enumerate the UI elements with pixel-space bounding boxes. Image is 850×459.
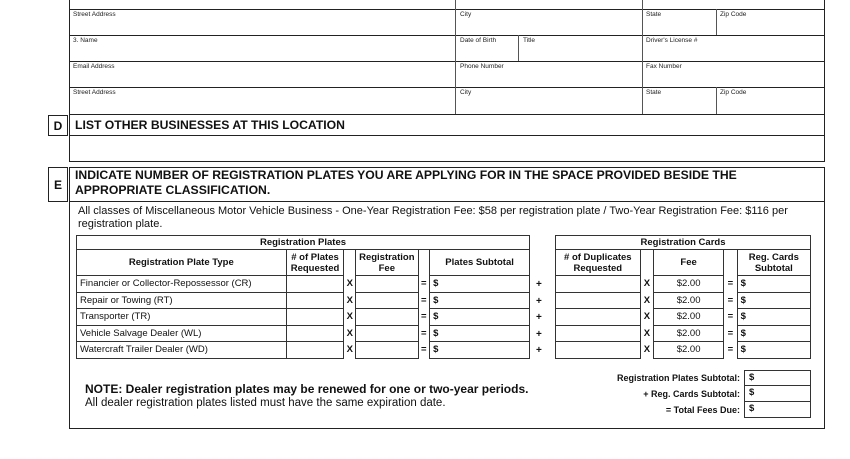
plate-type-cell: Transporter (TR): [77, 309, 287, 326]
col-duplicates-requested: # of Duplicates Requested: [556, 250, 641, 276]
registration-cards-table: [555, 235, 811, 359]
total-fees-due-input[interactable]: [744, 402, 811, 418]
table-row: [556, 309, 811, 326]
cards-subtotal-label: + Reg. Cards Subtotal:: [643, 389, 740, 399]
section-d-heading: LIST OTHER BUSINESSES AT THIS LOCATION: [75, 118, 345, 132]
registration-fee-input[interactable]: [356, 325, 418, 342]
city-2-field[interactable]: [457, 97, 641, 113]
city-field[interactable]: [457, 19, 641, 34]
plate-type-cell: Repair or Towing (RT): [77, 292, 287, 309]
dollar-sign: $: [749, 372, 755, 383]
state-2-label: State: [646, 89, 662, 96]
renewal-note: All dealer registration plates listed must have the same expiration date.: [85, 397, 446, 409]
date-of-birth-label: Date of Birth: [460, 37, 497, 44]
registration-fee-input[interactable]: [356, 292, 418, 309]
duplicates-requested-input[interactable]: [556, 325, 641, 342]
city-label: City: [460, 11, 472, 18]
state-field[interactable]: [644, 19, 715, 34]
registration-plates-table: [76, 235, 530, 359]
table-row: [556, 276, 811, 293]
times-sign: X: [643, 294, 651, 306]
card-fee-cell: $2.00: [654, 309, 724, 326]
registration-plates-group-title: Registration Plates: [77, 236, 530, 250]
plus-sign: +: [536, 279, 542, 290]
name-3-field[interactable]: [71, 45, 454, 60]
dollar-sign: $: [740, 278, 746, 290]
times-sign: X: [643, 311, 651, 323]
plate-type-cell: Watercraft Trailer Dealer (WD): [77, 342, 287, 359]
drivers-license-field[interactable]: [644, 45, 823, 60]
plus-sign: +: [536, 345, 542, 356]
dollar-sign: $: [433, 294, 439, 306]
zip-code-2-field[interactable]: [718, 97, 823, 113]
section-e-letter: E: [48, 167, 68, 202]
plate-type-cell: Financier or Collector-Repossessor (CR): [77, 276, 287, 293]
zip-code-2-label: Zip Code: [720, 89, 747, 96]
phone-number-label: Phone Number: [460, 63, 504, 70]
plates-requested-input[interactable]: [286, 309, 344, 326]
email-address-label: Email Address: [73, 63, 115, 70]
table-row: [556, 342, 811, 359]
section-e-heading-line1: INDICATE NUMBER OF REGISTRATION PLATES YOU ARE APPLYING FOR IN THE SPACE PROVIDED BESIDE THE: [75, 168, 737, 182]
duplicates-requested-input[interactable]: [556, 309, 641, 326]
phone-number-field[interactable]: [457, 71, 641, 86]
email-address-field[interactable]: [71, 71, 454, 86]
title-field[interactable]: [520, 45, 641, 60]
plates-subtotal-label: Registration Plates Subtotal:: [616, 373, 740, 383]
dollar-sign: $: [740, 344, 746, 356]
fax-number-label: Fax Number: [646, 63, 682, 70]
reg-cards-subtotal-input[interactable]: [737, 325, 810, 342]
equals-sign: =: [727, 311, 734, 323]
table-row: [77, 342, 530, 359]
dollar-sign: $: [740, 327, 746, 339]
name-3-label: 3. Name: [73, 37, 98, 44]
times-sign: X: [643, 278, 651, 290]
equals-sign: =: [727, 278, 734, 290]
equals-sign: =: [421, 311, 427, 323]
plus-sign: +: [536, 328, 542, 340]
total-fees-label: = Total Fees Due:: [665, 405, 740, 415]
drivers-license-label: Driver's License #: [646, 37, 698, 44]
cards-subtotal-total-input[interactable]: [744, 386, 811, 402]
plus-sign: +: [536, 312, 542, 323]
equals-sign: =: [421, 344, 427, 356]
street-address-2-field[interactable]: [71, 97, 454, 113]
plates-subtotal-input[interactable]: [430, 276, 530, 293]
registration-fee-input[interactable]: [356, 276, 418, 293]
other-businesses-field[interactable]: [71, 137, 823, 160]
card-fee-cell: $2.00: [654, 325, 724, 342]
state-2-field[interactable]: [644, 97, 715, 113]
plates-subtotal-total-input[interactable]: [744, 370, 811, 386]
plates-requested-input[interactable]: [286, 292, 344, 309]
times-sign: X: [643, 344, 651, 356]
dollar-sign: $: [433, 344, 439, 356]
card-fee-cell: $2.00: [654, 292, 724, 309]
table-row: [77, 292, 530, 309]
plates-subtotal-input[interactable]: [430, 292, 530, 309]
times-sign: X: [346, 294, 353, 306]
equals-sign: =: [421, 327, 427, 339]
street-address-2-label: Street Address: [73, 89, 116, 96]
table-row: [77, 325, 530, 342]
dollar-sign: $: [433, 327, 439, 339]
times-sign: X: [346, 344, 353, 356]
registration-fee-input[interactable]: [356, 309, 418, 326]
card-fee-cell: $2.00: [654, 342, 724, 359]
dollar-sign: $: [740, 294, 746, 306]
table-row: [77, 276, 530, 293]
equals-sign: =: [727, 327, 734, 339]
plates-requested-input[interactable]: [286, 325, 344, 342]
plates-subtotal-input[interactable]: [430, 342, 530, 359]
fee-note-line1: All classes of Miscellaneous Motor Vehicle Business - One-Year Registration Fee: $58 per registration plate / Two-Year Registration Fee: $116 per: [78, 205, 788, 217]
table-row: [556, 292, 811, 309]
zip-code-field[interactable]: [718, 19, 823, 34]
equals-sign: =: [727, 294, 734, 306]
duplicates-requested-input[interactable]: [556, 292, 641, 309]
plus-sign: +: [536, 295, 542, 307]
equals-sign: =: [421, 294, 427, 306]
plus-column: [536, 277, 542, 360]
reg-cards-subtotal-input[interactable]: [737, 342, 810, 359]
card-fee-cell: $2.00: [654, 276, 724, 293]
fee-note-line2: registration plate.: [78, 218, 163, 230]
registration-cards-group-title: Registration Cards: [556, 236, 811, 250]
plates-subtotal-input[interactable]: [430, 325, 530, 342]
renewal-note-bold: NOTE: Dealer registration plates may be renewed for one or two-year periods.: [85, 382, 529, 396]
fax-number-field[interactable]: [644, 71, 823, 86]
dollar-sign: $: [433, 278, 439, 290]
plates-subtotal-input[interactable]: [430, 309, 530, 326]
col-plate-type: Registration Plate Type: [77, 250, 287, 276]
table-row: [556, 325, 811, 342]
reg-cards-subtotal-input[interactable]: [737, 292, 810, 309]
plate-type-cell: Vehicle Salvage Dealer (WL): [77, 325, 287, 342]
col-plates-subtotal: Plates Subtotal: [430, 250, 530, 276]
dollar-sign: $: [740, 311, 746, 323]
reg-cards-subtotal-input[interactable]: [737, 309, 810, 326]
times-sign: X: [346, 327, 353, 339]
section-d-letter: D: [48, 115, 68, 136]
city-2-label: City: [460, 89, 472, 96]
times-sign: X: [346, 311, 353, 323]
times-sign: X: [643, 327, 651, 339]
state-label: State: [646, 11, 662, 18]
duplicates-requested-input[interactable]: [556, 342, 641, 359]
equals-sign: =: [727, 344, 734, 356]
street-address-label: Street Address: [73, 11, 116, 18]
times-sign: X: [346, 278, 353, 290]
street-address-field[interactable]: [71, 19, 454, 34]
col-reg-cards-subtotal: Reg. Cards Subtotal: [737, 250, 810, 276]
col-registration-fee: Registration Fee: [356, 250, 418, 276]
duplicates-requested-input[interactable]: [556, 276, 641, 293]
dollar-sign: $: [749, 387, 755, 398]
date-of-birth-field[interactable]: [457, 45, 517, 60]
plates-requested-input[interactable]: [286, 342, 344, 359]
col-plates-requested: # of Plates Requested: [286, 250, 344, 276]
section-e-heading-line2: APPROPRIATE CLASSIFICATION.: [75, 183, 271, 197]
col-fee: Fee: [654, 250, 724, 276]
equals-sign: =: [421, 278, 427, 290]
plates-requested-input[interactable]: [286, 276, 344, 293]
dollar-sign: $: [749, 403, 755, 414]
registration-fee-input[interactable]: [356, 342, 418, 359]
reg-cards-subtotal-input[interactable]: [737, 276, 810, 293]
table-row: [77, 309, 530, 326]
zip-code-label: Zip Code: [720, 11, 747, 18]
title-label: Title: [523, 37, 536, 44]
dollar-sign: $: [433, 311, 439, 323]
